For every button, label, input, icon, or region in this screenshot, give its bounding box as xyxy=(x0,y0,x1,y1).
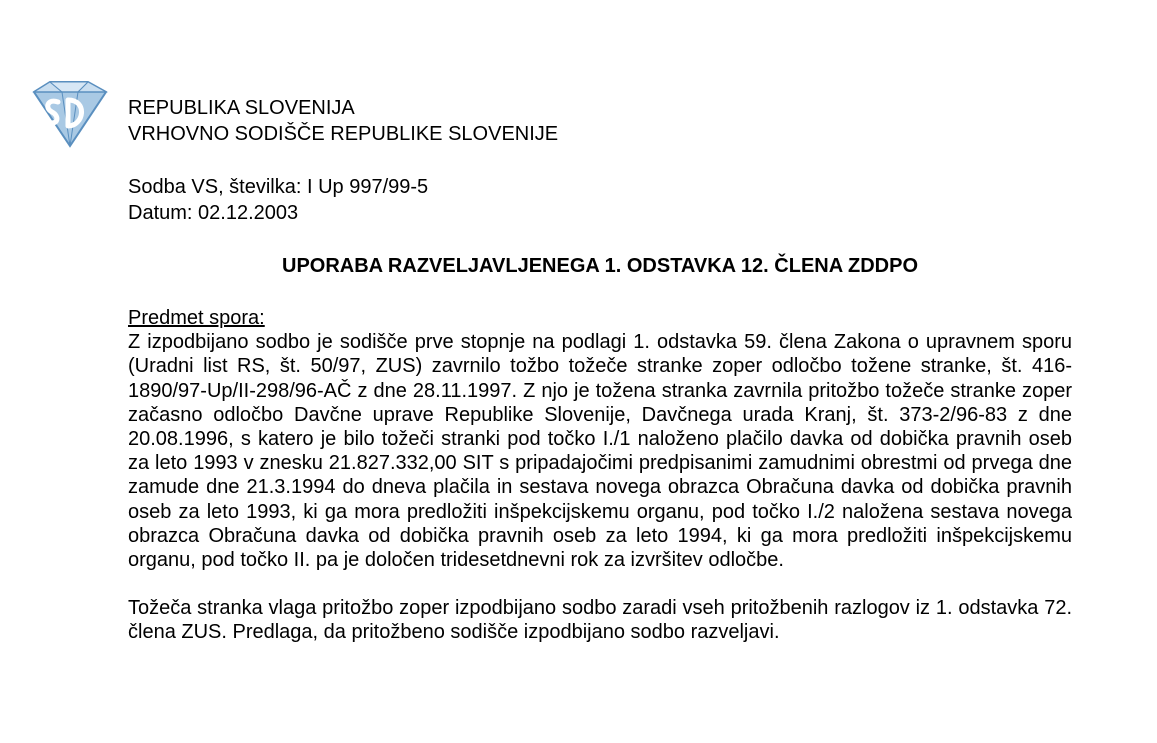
paragraph-spacer xyxy=(128,572,1072,596)
header-country: REPUBLIKA SLOVENIJA xyxy=(128,97,355,119)
subject-label: Predmet spora: xyxy=(128,307,265,329)
case-meta xyxy=(128,174,428,226)
paragraph-1: Z izpodbijano sodbo je sodišče prve stopnje na podlagi 1. odstavka 59. člena Zakona o upravnem sporu (Uradni list RS, št. 50/97, ZUS) zavrnilo tožbo tožeče stranke zoper odločbo tožene stranke, št. 416-1890/97-Up/II-298/96-AČ z dne 28.11.1997. Z njo je tožena stranka zavrnila pritožbo tožeče stranke zoper začasno odločbo Davčne uprave Republike Slovenije, Davčnega urada Kranj, št. 373-2/96-83 z dne 20.08.1996, s katero je bilo tožeči stranki pod točko I./1 naloženo plačilo davka od dobička pravnih oseb za leto 1993 v znesku 21.827.332,00 SIT s pripadajočimi predpisanimi zamudnimi obrestmi od prvega dne zamude dne 21.3.1994 do dneva plačila in sestava novega obrazca Obračuna davka od dobička pravnih oseb za leto 1993, ki ga mora predložiti inšpekcijskemu organu, pod točko I./2 naložena sestava novega obrazca Obračuna davka od dobička pravnih oseb za leto 1994, ki ga mora predložiti inšpekcijskemu organu, pod točko II. pa je določen tridesetdnevni rok za izvršitev odločbe. xyxy=(128,331,1072,572)
case-date: Datum: 02.12.2003 xyxy=(128,202,299,224)
document-body xyxy=(128,306,1072,645)
document-title: UPORABA RAZVELJAVLJENEGA 1. ODSTAVKA 12. ČLENA ZDDPO xyxy=(282,255,918,277)
case-number: Sodba VS, številka: I Up 997/99-5 xyxy=(128,176,429,198)
court-logo-icon xyxy=(28,78,110,150)
header xyxy=(128,95,558,147)
header-court: VRHOVNO SODIŠČE REPUBLIKE SLOVENIJE xyxy=(128,123,559,145)
paragraph-2: Tožeča stranka vlaga pritožbo zoper izpodbijano sodbo zaradi vseh pritožbenih razlogov iz 1. odstavka 72. člena ZUS. Predlaga, da pritožbeno sodišče izpodbijano sodbo razveljavi. xyxy=(128,597,1072,644)
